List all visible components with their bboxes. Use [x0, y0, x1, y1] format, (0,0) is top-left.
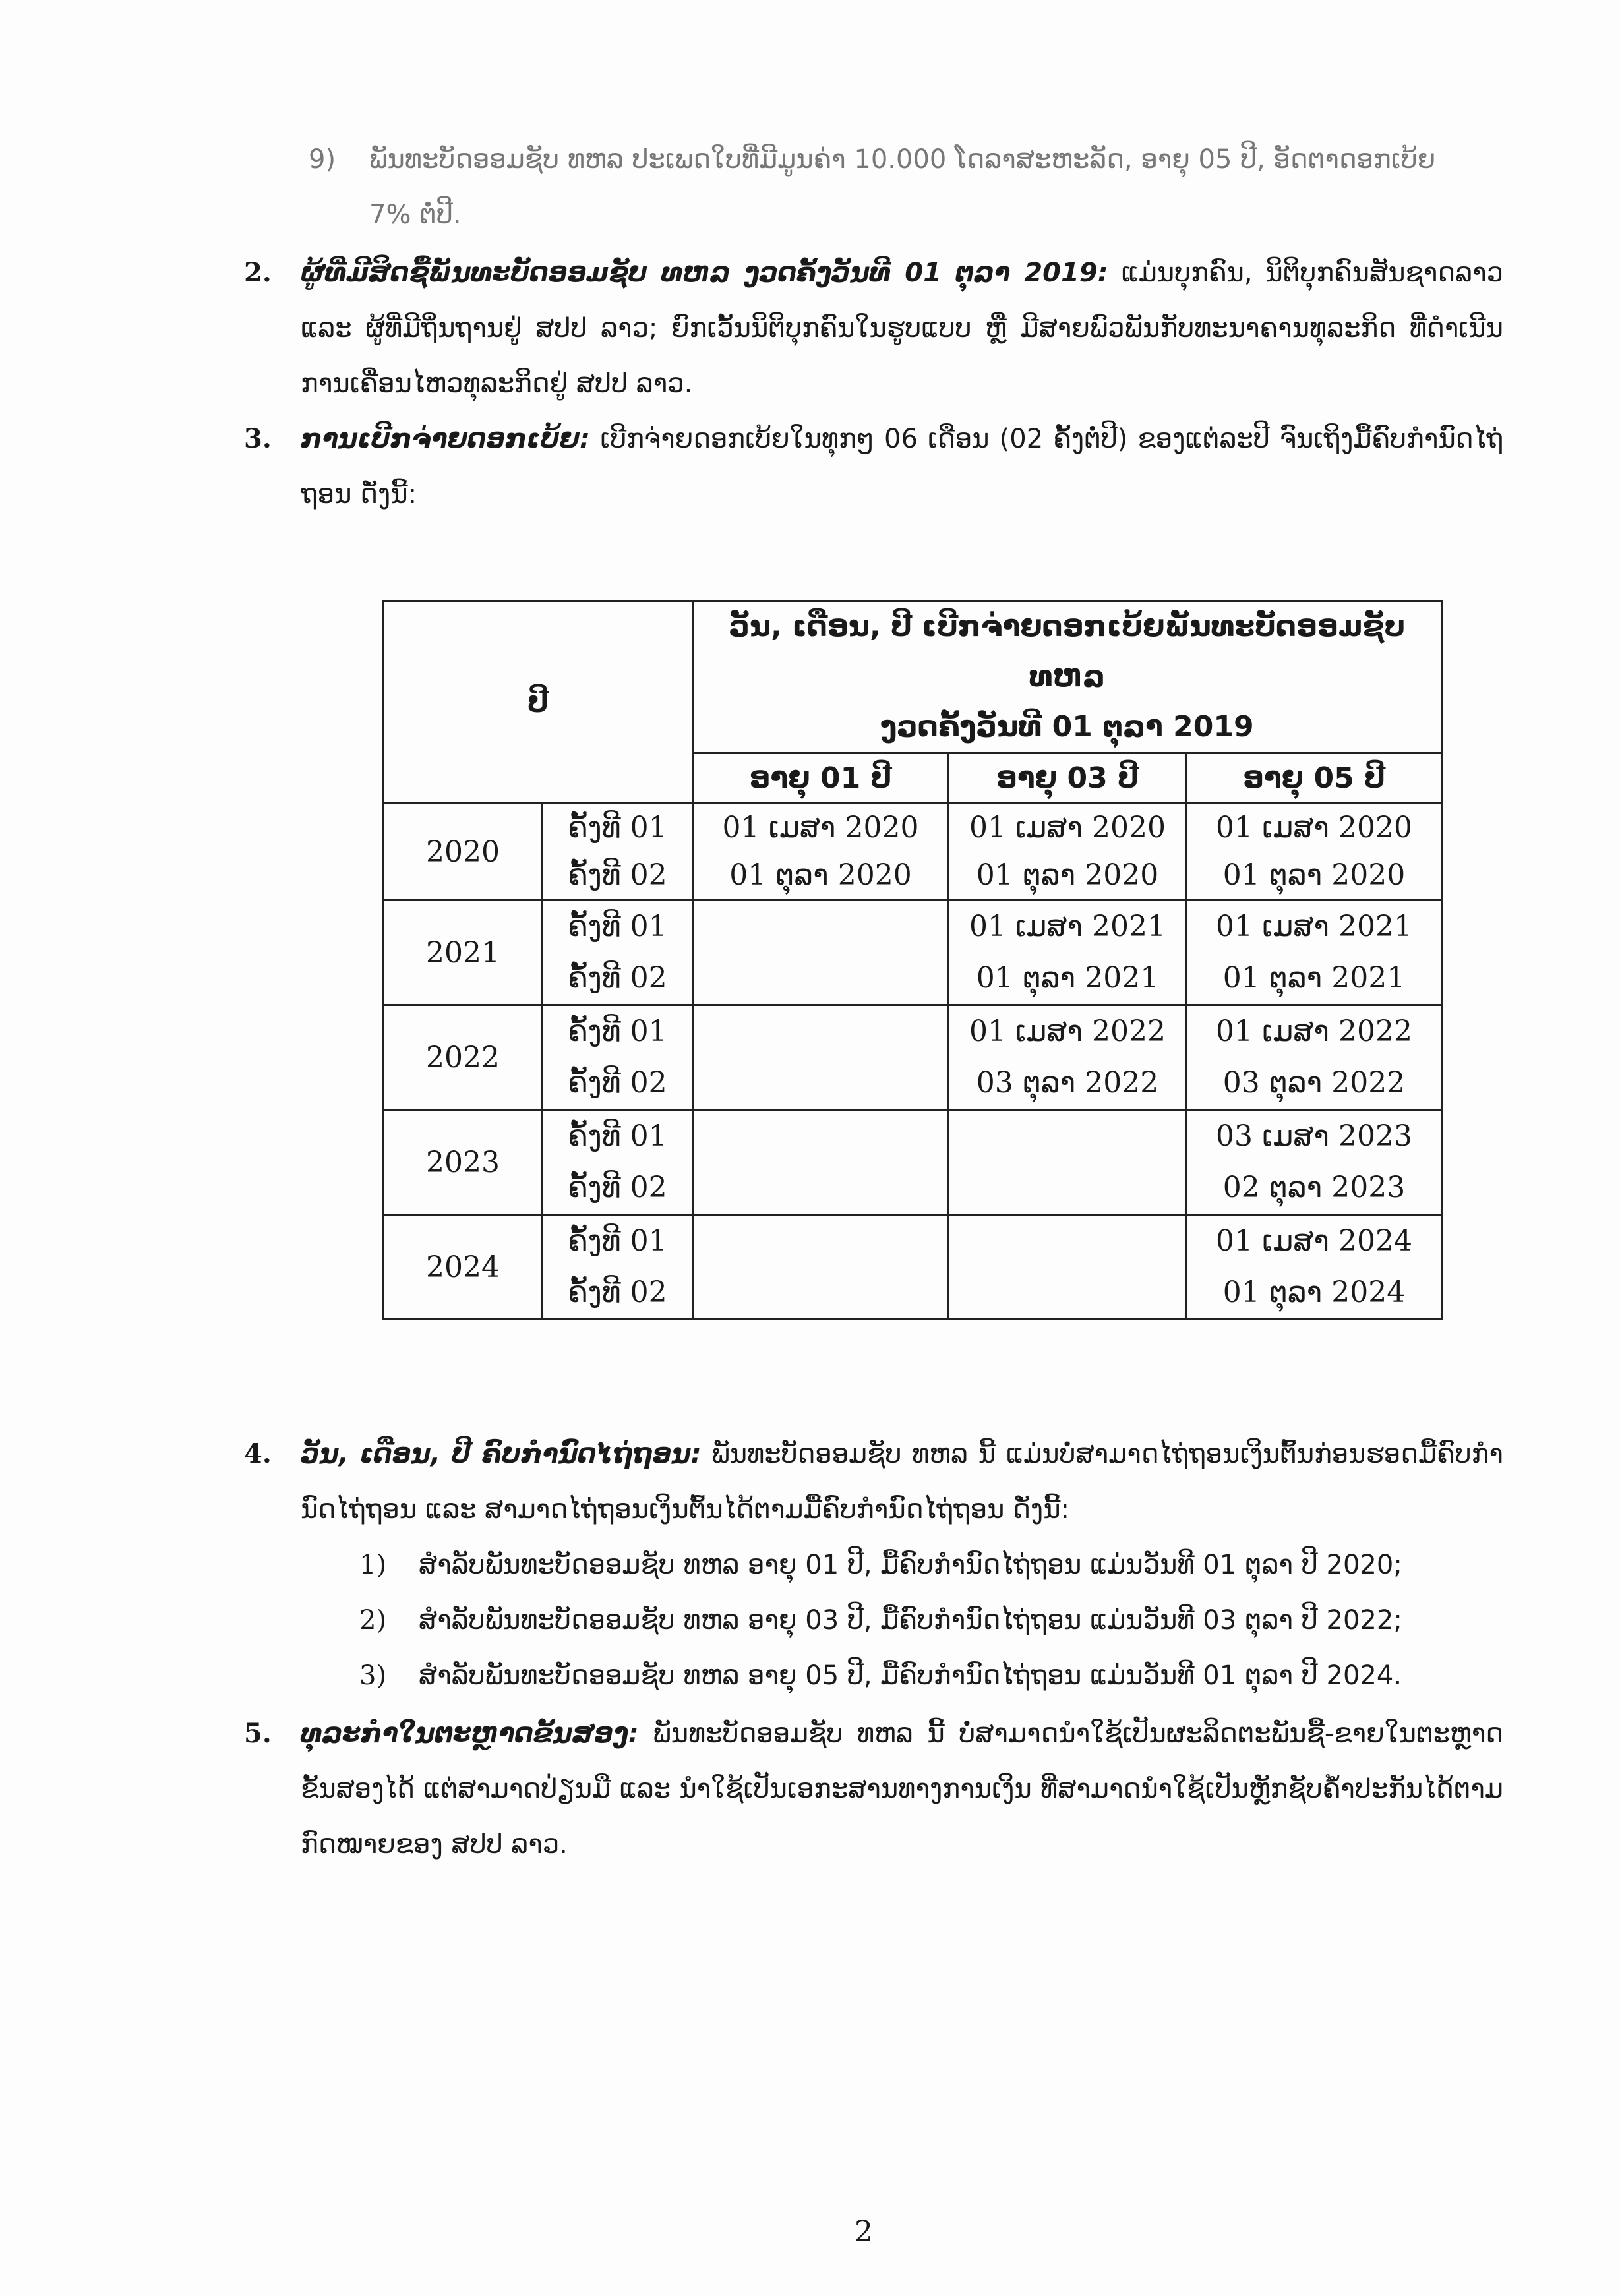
date-turn-2	[949, 1267, 1185, 1318]
turn-cell	[543, 1110, 693, 1215]
term-5-cell	[1187, 1215, 1442, 1320]
turn-cell	[543, 804, 693, 900]
turn-cell	[543, 1215, 693, 1320]
list-item	[359, 1648, 1500, 1703]
section-title: ການເບີກຈ່າຍດອກເບ້ຍ:	[301, 424, 591, 454]
term-1-cell	[693, 1005, 949, 1110]
year-cell: 2022	[384, 1005, 543, 1110]
date-turn-1: 01 ເມສາ 2022	[1216, 1015, 1412, 1048]
turn-cell	[543, 900, 693, 1005]
turn-2-label: ຄັ້ງທີ 02	[568, 1171, 667, 1204]
list-number: 9)	[309, 144, 336, 175]
date-turn-2	[694, 953, 947, 1004]
header-dates	[693, 601, 1442, 753]
section-text: ແມ່ນບຸກຄົນ, ນິຕິບຸກຄົນສັນຊາດລາວ ແລະ ຜູ້ທີ່ມີຖິ່ນຖານຢູ່ ສປປ ລາວ; ຍົກເວັ້ນນິຕິບຸກຄົນໃນຮູບແບບ ຫຼື ມີສາຍພົວພັນກັບທະນາຄານທຸລະກິດ ທີ່ດໍາເນີນການເຄື່ອນໄຫວທຸລະກິດຢູ່ ສປປ ລາວ.	[301, 258, 1504, 399]
year-cell: 2023	[384, 1110, 543, 1215]
turn-2-label: ຄັ້ງທີ 02	[568, 1276, 667, 1309]
turn-1-label: ຄັ້ງທີ 01	[568, 1015, 667, 1048]
term-1-cell	[693, 1215, 949, 1320]
section-2	[244, 245, 1503, 411]
date-turn-2: 01 ຕຸລາ 2020	[976, 858, 1159, 892]
list-text: ພັນທະບັດອອມຊັບ ທຫລ ປະເພດໃບທີ່ມີມູນຄ່າ 10.000 ໂດລາສະຫະລັດ, ອາຍຸ 05 ປີ, ອັດຕາດອກເບ້ຍ	[369, 144, 1436, 175]
date-turn-1	[694, 1216, 947, 1267]
year-cell: 2024	[384, 1215, 543, 1320]
date-turn-1: 01 ເມສາ 2022	[969, 1015, 1166, 1048]
date-turn-1: 01 ເມສາ 2024	[1216, 1224, 1412, 1258]
date-turn-1: 01 ເມສາ 2021	[969, 910, 1166, 943]
section-text: ເບີກຈ່າຍດອກເບ້ຍໃນທຸກໆ 06 ເດືອນ (02 ຄັ້ງຕໍ່ປີ) ຂອງແຕ່ລະປີ ຈົນເຖິງມື້ຄົບກໍານົດໄຖ່ຖອນ ດັ່ງນີ້:	[301, 424, 1503, 510]
date-turn-2	[694, 1057, 947, 1109]
section-text: ພັນທະບັດອອມຊັບ ທຫລ ນີ້ ແມ່ນບໍ່ສາມາດໄຖ່ຖອນເງິນຕົ້ນກ່ອນຮອດມື້ຄົບກໍານົດໄຖ່ຖອນ ແລະ ສາມາດໄຖ່ຖອນເງິນຕົ້ນໄດ້ຕາມມື້ຄົບກໍານົດໄຖ່ຖອນ ດັ່ງນີ້:	[301, 1439, 1503, 1525]
table-row	[384, 804, 1442, 900]
date-turn-2: 01 ຕຸລາ 2020	[729, 858, 912, 892]
term-5-cell	[1187, 804, 1442, 900]
section-body	[244, 1706, 1503, 1872]
section-body	[244, 1427, 1503, 1537]
date-turn-2: 01 ຕຸລາ 2020	[1222, 858, 1406, 892]
section-body	[244, 411, 1503, 522]
term-1-cell	[693, 900, 949, 1005]
turn-1-label: ຄັ້ງທີ 01	[568, 811, 667, 844]
date-turn-2: 01 ຕຸລາ 2021	[1222, 961, 1406, 995]
section-number: 2.	[244, 257, 272, 288]
date-turn-1: 01 ເມສາ 2020	[722, 811, 919, 844]
term-3-cell	[949, 1005, 1187, 1110]
date-turn-1	[949, 1216, 1185, 1267]
turn-2-label: ຄັ້ງທີ 02	[568, 961, 667, 995]
header-dates-line1: ວັນ, ເດືອນ, ປີ ເບີກຈ່າຍດອກເບ້ຍພັນທະບັດອອມຊັບ ທຫລ	[729, 610, 1406, 693]
term-5-cell	[1187, 900, 1442, 1005]
turn-1-label: ຄັ້ງທີ 01	[568, 1224, 667, 1258]
term-1-cell	[693, 1110, 949, 1215]
section-number: 4.	[244, 1438, 272, 1469]
section-title: ຜູ້ທີ່ມີສິດຊື້ພັນທະບັດອອມຊັບ ທຫລ ງວດຄັ້ງວັນທີ 01 ຕຸລາ 2019:	[301, 258, 1108, 288]
section-3	[244, 411, 1503, 522]
list-item	[359, 1537, 1500, 1593]
date-turn-2: 01 ຕຸລາ 2024	[1222, 1276, 1406, 1309]
header-term-5: ອາຍຸ 05 ປີ	[1187, 753, 1442, 804]
year-cell: 2020	[384, 804, 543, 900]
list-text: ສໍາລັບພັນທະບັດອອມຊັບ ທຫລ ອາຍຸ 03 ປີ, ມື້ຄົບກໍານົດໄຖ່ຖອນ ແມ່ນວັນທີ 03 ຕຸລາ ປີ 2022;	[419, 1605, 1402, 1635]
date-turn-1: 03 ເມສາ 2023	[1216, 1119, 1412, 1153]
date-turn-2	[694, 1267, 947, 1318]
date-turn-2: 03 ຕຸລາ 2022	[1222, 1066, 1406, 1100]
list-text-continued: 7% ຕໍ່ປີ.	[369, 200, 462, 230]
header-year: ປີ	[384, 601, 693, 804]
date-turn-1: 01 ເມສາ 2021	[1216, 910, 1412, 943]
list-number: 1)	[359, 1550, 387, 1580]
turn-2-label: ຄັ້ງທີ 02	[568, 1066, 667, 1100]
date-turn-1: 01 ເມສາ 2020	[1216, 811, 1412, 844]
table-row	[384, 1215, 1442, 1320]
date-turn-2: 01 ຕຸລາ 2021	[976, 961, 1159, 995]
list-number: 2)	[359, 1605, 387, 1635]
list-number: 3)	[359, 1661, 387, 1691]
term-3-cell	[949, 900, 1187, 1005]
interest-payment-table	[382, 600, 1443, 1320]
year-cell: 2021	[384, 900, 543, 1005]
header-term-3: ອາຍຸ 03 ປີ	[949, 753, 1187, 804]
section-title: ທຸລະກໍາໃນຕະຫຼາດຂັ້ນສອງ:	[301, 1719, 639, 1749]
date-turn-2: 02 ຕຸລາ 2023	[1222, 1171, 1406, 1204]
date-turn-2	[694, 1162, 947, 1214]
term-5-cell	[1187, 1110, 1442, 1215]
section-title: ວັນ, ເດືອນ, ປີ ຄົບກໍານົດໄຖ່ຖອນ:	[301, 1439, 702, 1469]
term-3-cell	[949, 804, 1187, 900]
date-turn-1	[949, 1111, 1185, 1162]
section-number: 5.	[244, 1718, 272, 1749]
list-item	[359, 1593, 1500, 1648]
section-number: 3.	[244, 423, 272, 454]
date-turn-1	[694, 1006, 947, 1057]
table-row	[384, 900, 1442, 1005]
section-5	[244, 1706, 1503, 1872]
list-text: ສໍາລັບພັນທະບັດອອມຊັບ ທຫລ ອາຍຸ 05 ປີ, ມື້ຄົບກໍານົດໄຖ່ຖອນ ແມ່ນວັນທີ 01 ຕຸລາ ປີ 2024.	[419, 1661, 1402, 1691]
term-3-cell	[949, 1110, 1187, 1215]
turn-1-label: ຄັ້ງທີ 01	[568, 910, 667, 943]
turn-cell	[543, 1005, 693, 1110]
list-text: ສໍາລັບພັນທະບັດອອມຊັບ ທຫລ ອາຍຸ 01 ປີ, ມື້ຄົບກໍານົດໄຖ່ຖອນ ແມ່ນວັນທີ 01 ຕຸລາ ປີ 2020;	[419, 1550, 1402, 1580]
date-turn-2: 03 ຕຸລາ 2022	[976, 1066, 1159, 1100]
list-item-9	[309, 132, 1502, 243]
section-text: ພັນທະບັດອອມຊັບ ທຫລ ນີ້ ບໍ່ສາມາດນໍາໃຊ້ເປັນຜະລິດຕະພັນຊື້-ຂາຍໃນຕະຫຼາດຂັ້ນສອງໄດ້ ແຕ່ສາມາດປ່ຽນມື ແລະ ນໍາໃຊ້ເປັນເອກະສານທາງການເງິນ ທີ່ສາມາດນໍາໃຊ້ເປັນຫຼັກຊັບຄໍ້າປະກັນໄດ້ຕາມກົດໝາຍຂອງ ສປປ ລາວ.	[301, 1719, 1503, 1860]
term-1-cell	[693, 804, 949, 900]
date-turn-1	[694, 1111, 947, 1162]
turn-2-label: ຄັ້ງທີ 02	[568, 858, 667, 892]
table-row	[384, 1005, 1442, 1110]
term-3-cell	[949, 1215, 1187, 1320]
turn-1-label: ຄັ້ງທີ 01	[568, 1119, 667, 1153]
date-turn-1: 01 ເມສາ 2020	[969, 811, 1166, 844]
page-number: 2	[855, 2215, 873, 2249]
section-4	[244, 1427, 1503, 1537]
date-turn-1	[694, 901, 947, 953]
table-row	[384, 1110, 1442, 1215]
term-5-cell	[1187, 1005, 1442, 1110]
date-turn-2	[949, 1162, 1185, 1214]
header-term-1: ອາຍຸ 01 ປີ	[693, 753, 949, 804]
header-dates-line2: ງວດຄັ້ງວັນທີ 01 ຕຸລາ 2019	[880, 710, 1254, 744]
section-body	[244, 245, 1503, 411]
